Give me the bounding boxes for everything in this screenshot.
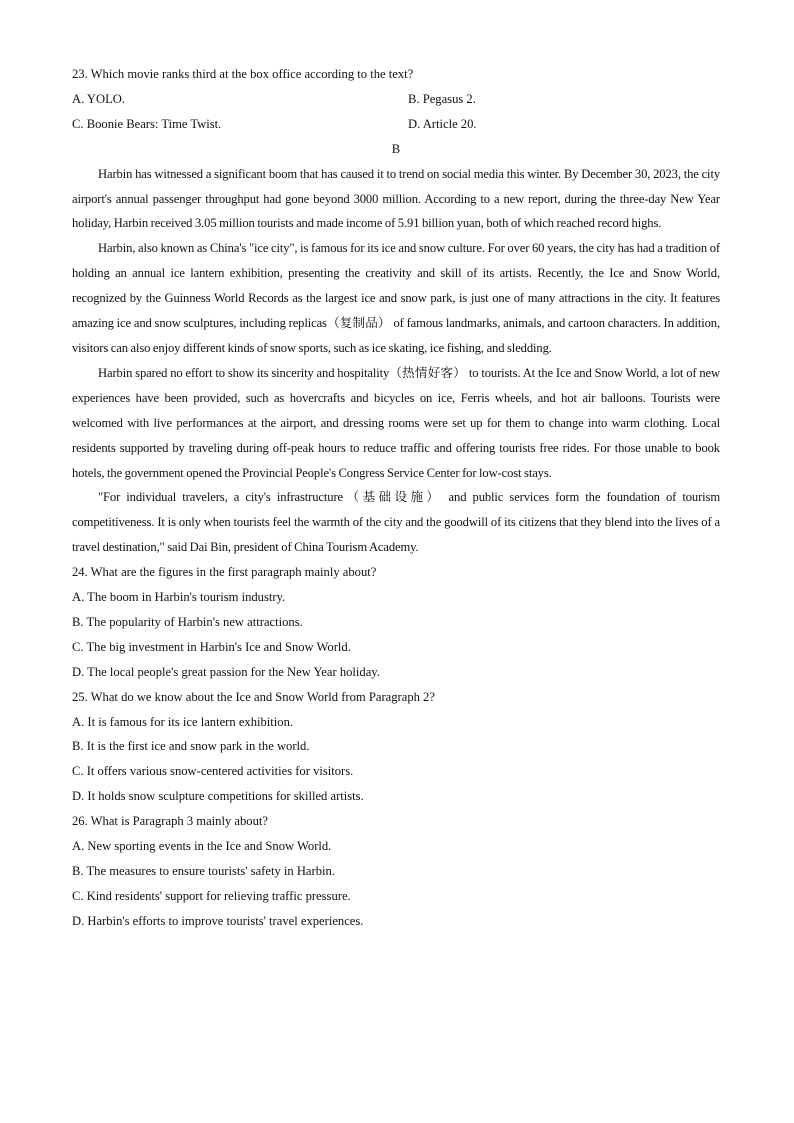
question-25	[72, 685, 720, 810]
question-26-option-d: D. Harbin's efforts to improve tourists' travel experiences.	[72, 913, 364, 928]
question-23-option-d: D. Article 20.	[408, 116, 477, 131]
question-24-option-c: C. The big investment in Harbin's Ice and Snow World.	[72, 639, 351, 654]
question-26-option-b: B. The measures to ensure tourists' safety in Harbin.	[72, 864, 335, 878]
passage-paragraph-3: Harbin spared no effort to show its sincerity and hospitality（热情好客） to tourists. At the Ice and Snow World, a lot of new experiences have been provided, such as hovercrafts and bicycles on ice, Ferris wheels, and hot air balloons. Tourists were welcomed with live performances at the airport, and dressing rooms were set up for them to change into warm clothing. Local residents supported by traveling during off-peak hours to reduce traffic and offering tourists free rides. For those unable to book hotels, the government opened the Provincial People's Congress Service Center for low-cost stays.	[72, 365, 720, 480]
question-26-option-a: A. New sporting events in the Ice and Snow World.	[72, 839, 332, 854]
question-24-option-a: A. The boom in Harbin's tourism industry.	[72, 590, 286, 605]
question-26-option-c: C. Kind residents' support for relieving traffic pressure.	[72, 888, 351, 903]
question-24-stem: 24. What are the figures in the first paragraph mainly about?	[72, 565, 377, 580]
question-23-options-row-2	[72, 112, 720, 137]
question-24-option-b: B. The popularity of Harbin's new attractions.	[72, 614, 303, 629]
section-letter: B	[391, 141, 401, 156]
passage	[72, 162, 720, 561]
question-24	[72, 560, 720, 685]
question-25-option-b: B. It is the first ice and snow park in the world.	[72, 739, 310, 754]
question-26	[72, 809, 720, 934]
passage-paragraph-1: Harbin has witnessed a significant boom that has caused it to trend on social media this winter. By December 30, 2023, the city airport's annual passenger throughput had gone beyond 3000 million. According to a new report, during the three-day New Year holiday, Harbin received 3.05 million tourists and made income of 5.91 billion yuan, both of which reached record highs.	[72, 166, 720, 231]
document-page	[72, 62, 720, 934]
question-25-option-a: A. It is famous for its ice lantern exhibition.	[72, 714, 294, 729]
question-25-stem: 25. What do we know about the Ice and Snow World from Paragraph 2?	[72, 689, 435, 704]
question-25-option-c: C. It offers various snow-centered activities for visitors.	[72, 764, 354, 779]
passage-paragraph-2: Harbin, also known as China's "ice city", is famous for its ice and snow culture. For over 60 years, the city has had a tradition of holding an annual ice lantern exhibition, presenting the creativity and skill of its artists. Recently, the Ice and Snow World, recognized by the Guinness World Records as the largest ice and snow park, is just one of many attractions in the city. It features amazing ice and snow sculptures, including replicas（复制品） of famous landmarks, animals, and cartoon characters. In addition, visitors can also enjoy different kinds of snow sports, such as ice skating, ice fishing, and sledding.	[72, 241, 720, 355]
question-24-option-d: D. The local people's great passion for the New Year holiday.	[72, 664, 380, 679]
question-23-options-row-1	[72, 87, 720, 112]
question-23-option-c: C. Boonie Bears: Time Twist.	[72, 116, 222, 131]
question-25-option-d: D. It holds snow sculpture competitions for skilled artists.	[72, 789, 364, 804]
question-23-option-b: B. Pegasus 2.	[408, 91, 476, 106]
passage-paragraph-4: "For individual travelers, a city's infrastructure（基础设施） and public services form the foundation of tourism competitiveness. It is only when tourists feel the warmth of the city and the goodwill of its citizens that they blend into the lives of a travel destination," said Dai Bin, president of China Tourism Academy.	[72, 490, 720, 555]
question-23-option-a: A. YOLO.	[72, 91, 126, 106]
question-23	[72, 62, 720, 137]
question-23-stem: 23. Which movie ranks third at the box office according to the text?	[72, 67, 414, 81]
question-26-stem: 26. What is Paragraph 3 mainly about?	[72, 814, 268, 829]
